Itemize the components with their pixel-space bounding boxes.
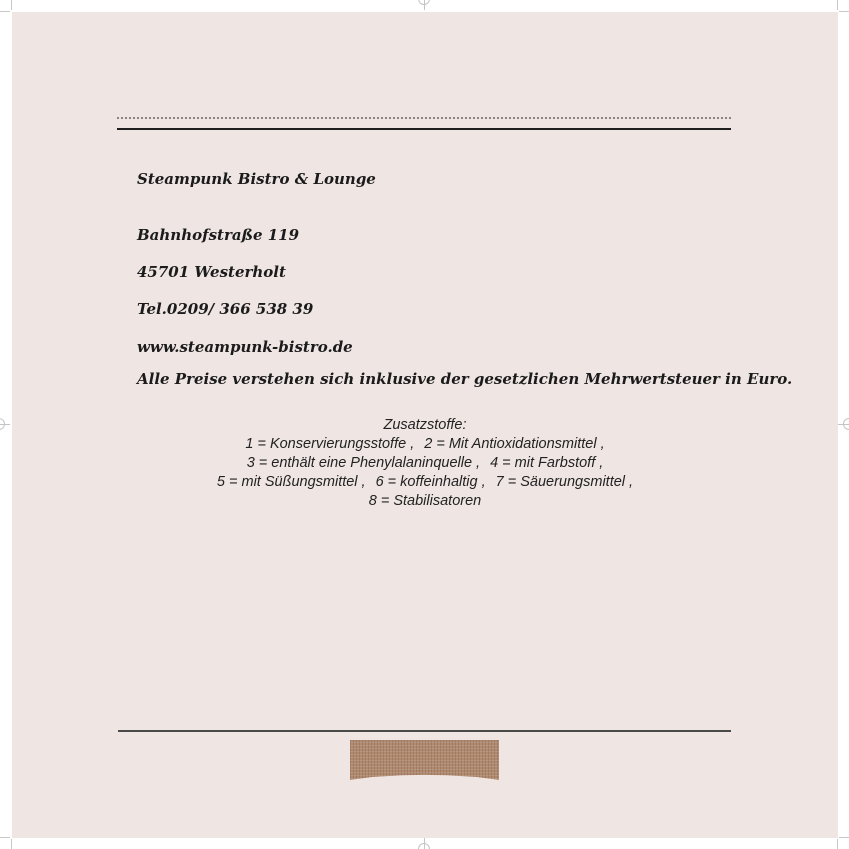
additive-item: 3 = enthält eine Phenylalaninquelle ,: [246, 455, 481, 471]
crop-mark: [0, 837, 10, 838]
website-link[interactable]: www.steampunk-bistro.de: [137, 338, 353, 356]
additive-item: 4 = mit Farbstoff ,: [490, 455, 604, 471]
registration-mark-icon: [418, 0, 430, 5]
crop-mark: [11, 839, 12, 849]
additives-row: [12, 492, 838, 511]
registration-mark-icon: [418, 843, 430, 849]
crop-mark: [839, 837, 849, 838]
burlap-ribbon: [350, 740, 499, 782]
additives-row: [12, 473, 838, 492]
top-divider: [117, 128, 731, 130]
dotted-divider: [117, 117, 731, 119]
additive-item: 6 = koffeinhaltig ,: [375, 474, 486, 490]
menu-page: [12, 12, 838, 838]
vat-note: Alle Preise verstehen sich inklusive der gesetzlichen Mehrwertsteuer in Euro.: [137, 370, 793, 388]
registration-mark-icon: [0, 418, 5, 430]
crop-mark: [837, 839, 838, 849]
additive-item: 1 = Konservierungsstoffe ,: [245, 436, 415, 452]
registration-mark-icon: [843, 418, 849, 430]
city-address: 45701 Westerholt: [137, 263, 286, 281]
additives-row: [12, 435, 838, 454]
additives-row: [12, 454, 838, 473]
additive-item: 8 = Stabilisatoren: [368, 493, 482, 509]
crop-mark: [11, 0, 12, 10]
bottom-divider: [118, 730, 731, 732]
crop-mark: [837, 0, 838, 10]
crop-mark: [839, 11, 849, 12]
street-address: Bahnhofstraße 119: [137, 226, 300, 244]
additives-legend: [12, 416, 838, 511]
additive-item: 2 = Mit Antioxidationsmittel ,: [424, 436, 605, 452]
additive-item: 7 = Säuerungsmittel ,: [495, 474, 634, 490]
additive-item: 5 = mit Süßungsmittel ,: [216, 474, 366, 490]
restaurant-name: Steampunk Bistro & Lounge: [137, 170, 376, 188]
additives-heading: Zusatzstoffe:: [383, 417, 467, 433]
phone-number: Tel.0209/ 366 538 39: [137, 300, 314, 318]
crop-mark: [0, 11, 10, 12]
